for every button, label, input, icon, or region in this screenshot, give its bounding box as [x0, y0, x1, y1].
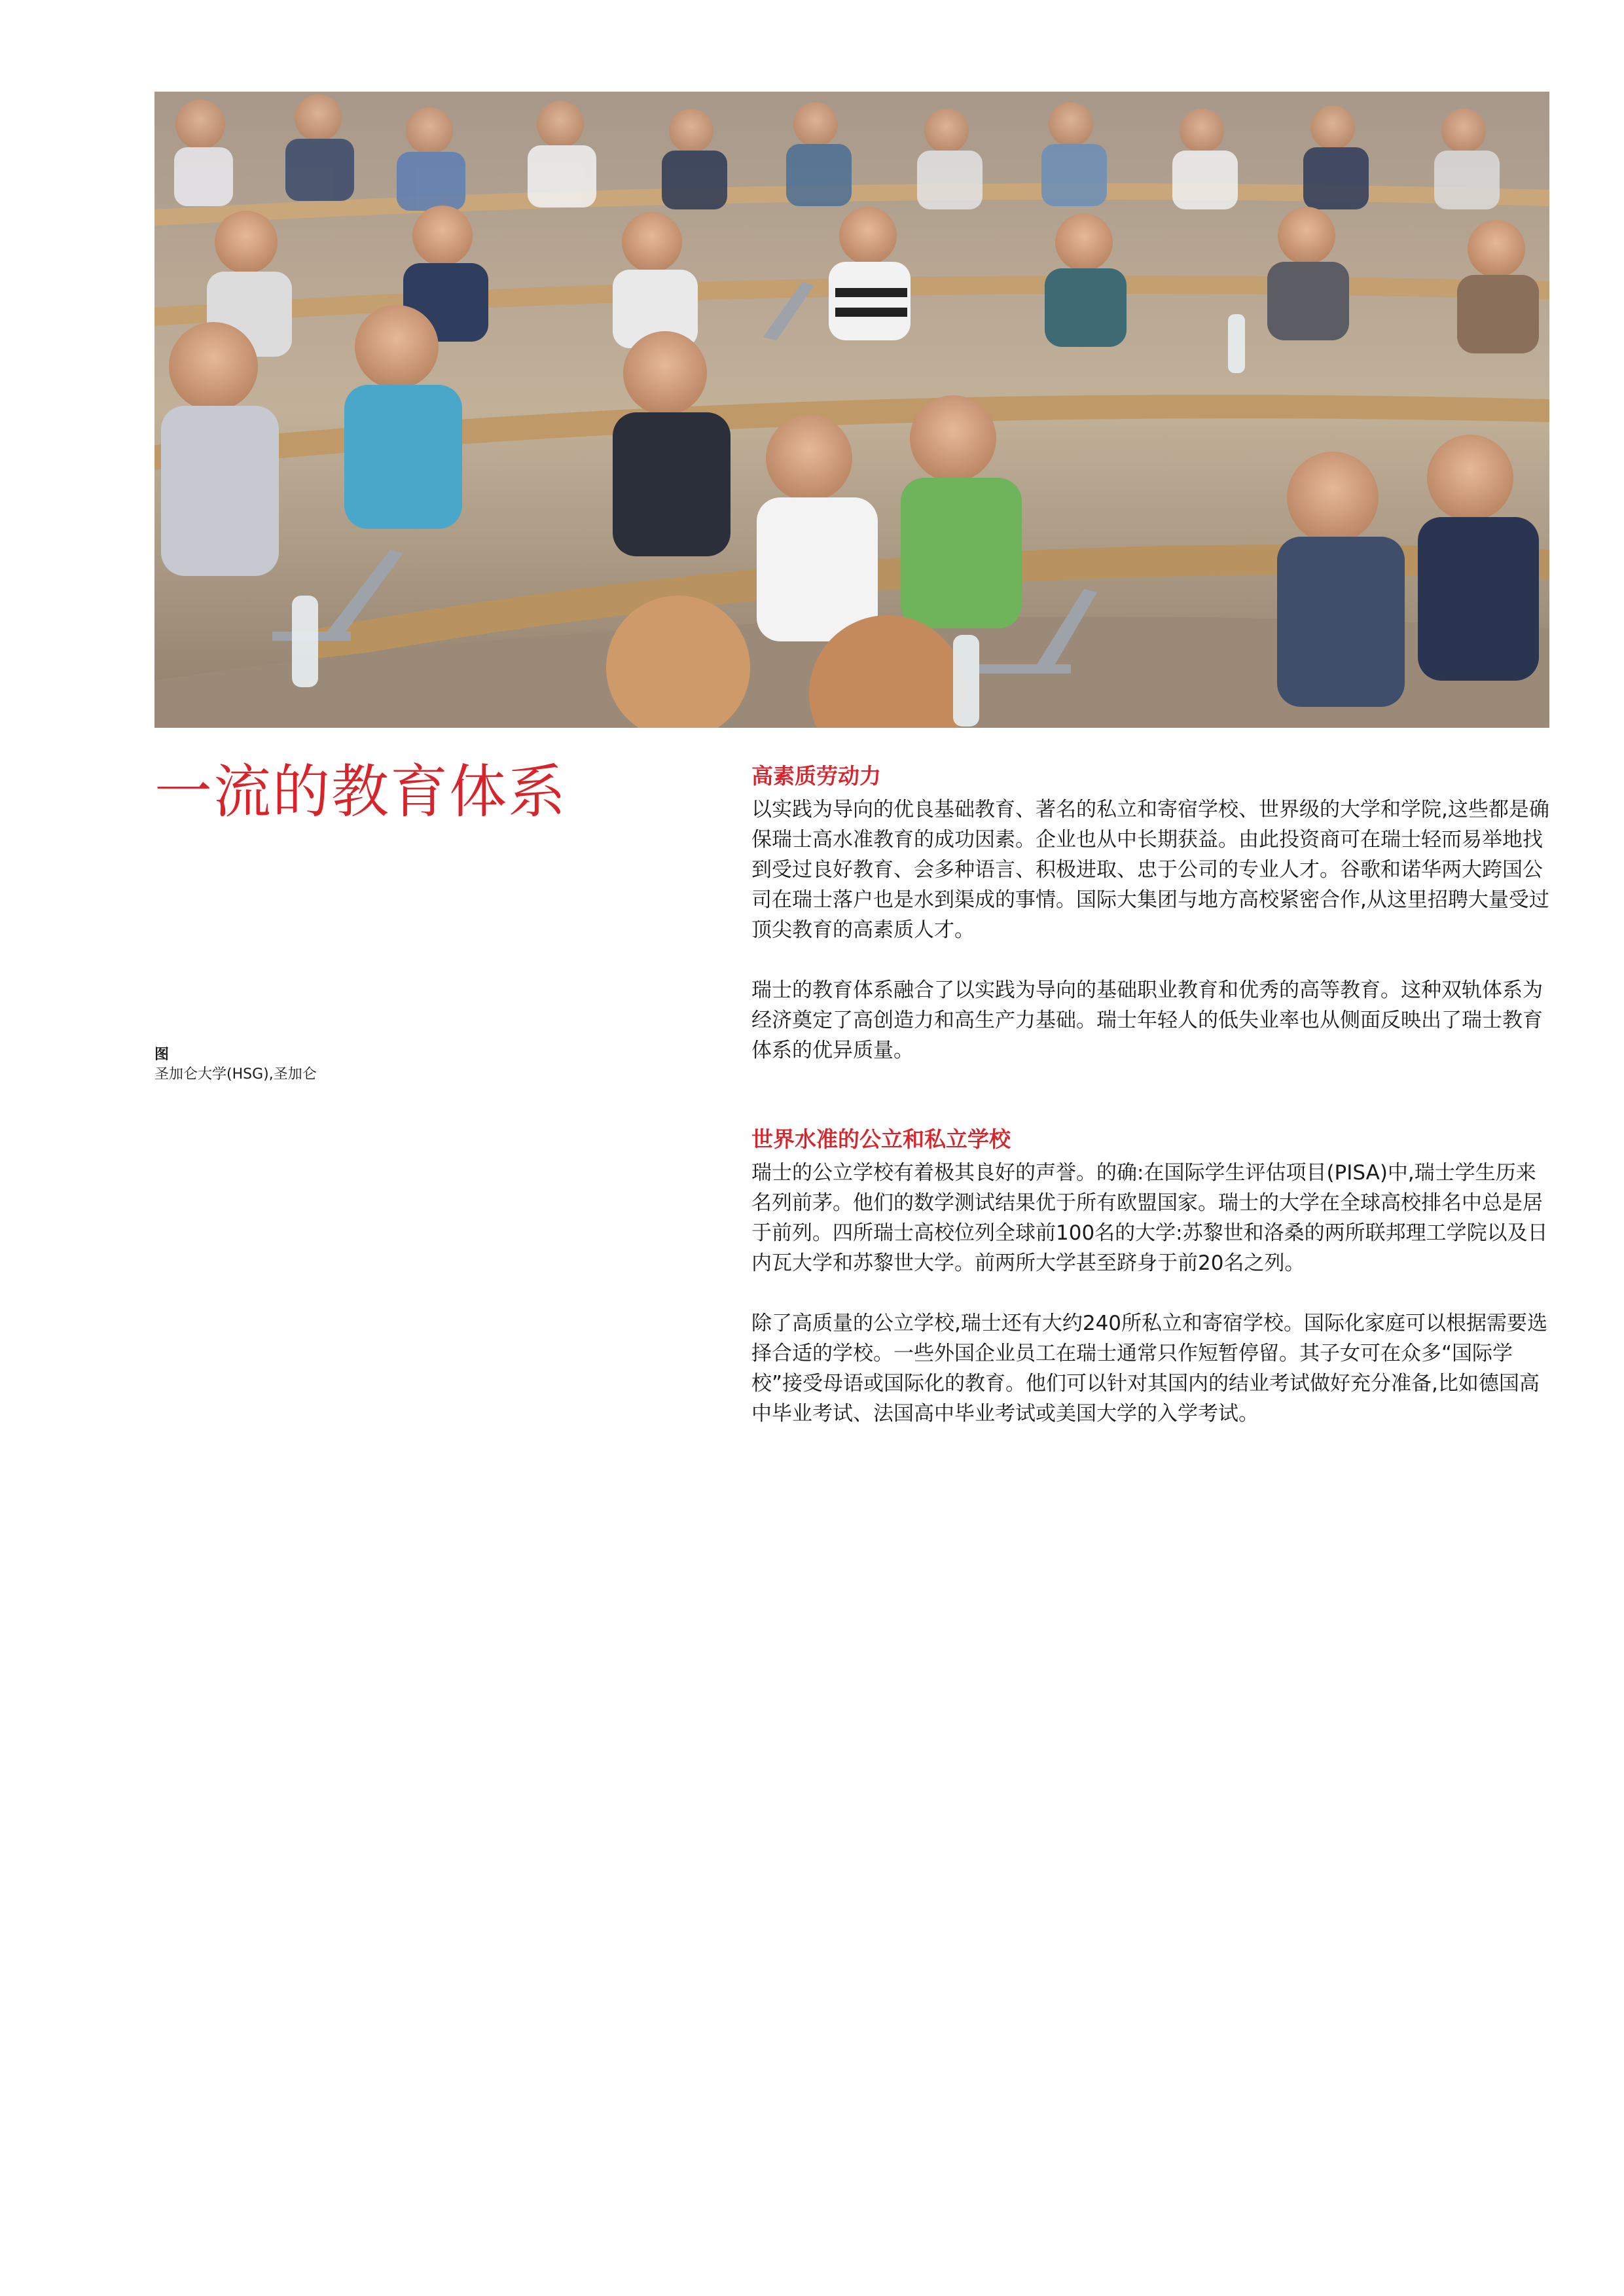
paragraph: 瑞士的教育体系融合了以实践为导向的基础职业教育和优秀的高等教育。这种双轨体系为经济奠定了高创造力和高生产力基础。瑞士年轻人的低失业率也从侧面反映出了瑞士教育体系的优异质量。	[751, 978, 1543, 1062]
paragraph: 瑞士的公立学校有着极其良好的声誉。的确:在国际学生评估项目(PISA)中,瑞士学生历来名列前茅。他们的数学测试结果优于所有欧盟国家。瑞士的大学在全球高校排名中总是居于前列。四所瑞士高校位列全球前100名的大学:苏黎世和洛桑的两所联邦理工学院以及日内瓦大学和苏黎世大学。前两所大学甚至跻身于前20名之列。	[751, 1160, 1548, 1275]
section-heading: 高素质劳动力	[751, 763, 881, 789]
section-heading: 世界水准的公立和私立学校	[751, 1126, 1011, 1152]
lecture-hall-photo	[154, 92, 1549, 728]
photo-caption	[154, 1046, 547, 1084]
body-text-column	[751, 762, 1553, 1489]
paragraph: 以实践为导向的优良基础教育、著名的私立和寄宿学校、世界级的大学和学院,这些都是确保瑞士高水准教育的成功因素。企业也从中长期获益。由此投资商可在瑞士轻而易举地找到受过良好教育、会多种语言、积极进取、忠于公司的专业人才。谷歌和诺华两大跨国公司在瑞士落户也是水到渠成的事情。国际大集团与地方高校紧密合作,从这里招聘大量受过顶尖教育的高素质人才。	[751, 797, 1549, 942]
caption-label: 图	[154, 1047, 170, 1063]
paragraph: 除了高质量的公立学校,瑞士还有大约240所私立和寄宿学校。国际化家庭可以根据需要选择合适的学校。一些外国企业员工在瑞士通常只作短暂停留。其子女可在众多“国际学校”接受母语或国际化的教育。他们可以针对其国内的结业考试做好充分准备,比如德国高中毕业考试、法国高中毕业考试或美国大学的入学考试。	[751, 1311, 1548, 1426]
section-schools	[751, 1126, 1553, 1429]
caption-text: 圣加仑大学(HSG),圣加仑	[154, 1066, 317, 1083]
page-title: 一流的教育体系	[154, 758, 568, 825]
section-workforce	[751, 762, 1553, 1066]
